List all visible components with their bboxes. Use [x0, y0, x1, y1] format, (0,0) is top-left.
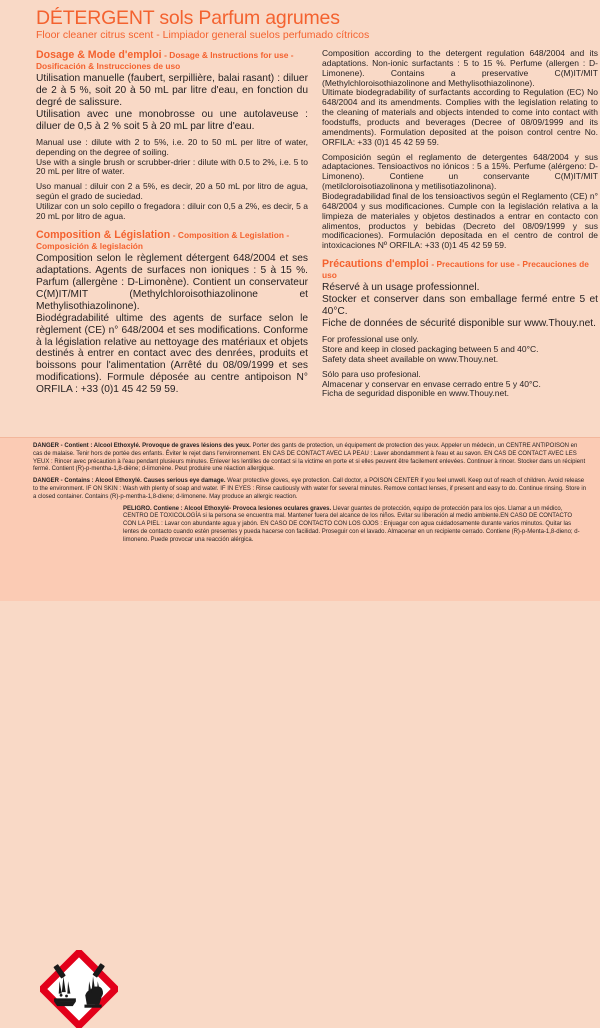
precautions-text-en: For professional use only. Store and keep in closed packaging between 5 and 40°C. Safety data sheet available on www.Thouy.net.	[322, 334, 539, 364]
composition-en-section	[322, 49, 598, 251]
danger-text-en	[33, 478, 587, 501]
danger-text-fr	[33, 443, 587, 474]
right-column	[322, 49, 598, 406]
danger-block-en	[33, 478, 587, 501]
composition-heading-es: Composición & legislación	[36, 241, 144, 252]
precautions-heading-es: Precauciones de uso	[322, 259, 589, 281]
composition-heading-en: - Composition & Legislation -	[172, 229, 290, 240]
product-subtitle: Floor cleaner citrus scent - Limpiador general suelos perfumado cítricos	[36, 29, 370, 42]
ghs-pictogram-wrap	[40, 950, 118, 1028]
precautions-heading-fr: Précautions d'emploi	[322, 258, 429, 271]
dosage-heading-en: - Dosage & Instructions for use -	[164, 50, 294, 61]
composition-section	[36, 229, 308, 396]
precautions-heading-en: - Precautions for use -	[431, 259, 520, 270]
composition-text-fr: Composition selon le règlement détergent 648/2004 et ses adaptations. Agents de surfaces non ioniques : 5 à 15 %. Parfum (allergène : D-Limonène). Contient un conservateur C(M)IT/MIT (Methylchloroisothiazolinone et Methylisothiazolinone). Biodégradabilité ultime des agents de surface selon le règlement (CE) n° 648/2004 et ses modifications. Conforme à la législation relative au nettoyage des matériaux et objets destinés à entrer en contact avec des denrées, produits et boissons pour l'alimentation (Arrêté du 08/09/1999 et ses modifications). Formule déposée au centre antipoison N° ORFILA : +33 (0)1 45 42 59 59.	[36, 252, 308, 396]
danger-panel	[0, 437, 600, 601]
dosage-text-es: Uso manual : diluir con 2 a 5%, es decir, 20 a 50 mL por litro de agua, según el grado de suciedad. Utilizar con un solo cepillo o fregadora : diluir con 0,5 a 2%, es decir, 5 a 20 mL por litro de agua.	[36, 181, 308, 221]
dosage-text-en: Manual use : dilute with 2 to 5%, i.e. 20 to 50 mL per litre of water, depending on the degree of soiling. Use with a single brush or scrubber-drier : dilute with 0.5 to 2%, i.e. 5 to 20 mL per litre of water.	[36, 136, 308, 177]
precautions-heading	[322, 258, 598, 281]
danger-inner	[0, 438, 600, 545]
ghs05-corrosion-icon	[40, 950, 118, 1028]
composition-text-es: Composición según el reglamento de detergentes 648/2004 y sus adaptaciones. Tensioactivos no iónicos : 5 a 15%. Perfume (alérgeno: D-Limoneno). Contiene un conservante C(M)IT/MIT (metilcloroisotiazolinona y metilisotiazolinona). Biodegradabilidad final de los tensioactivos según el Reglamento (CE) n° 648/2004 y sus modificaciones. Cumple con la legislación relativa a la limpieza de materiales y objetos destinados a entrar en contacto con alimentos, productos y bebidas (Decreto del 08/09/1999 y sus modificaciones). Formulación depositada en el centro de control de intoxicaciones Nº ORFILA: +33 (0)1 45 42 59 59.	[322, 151, 598, 251]
dosage-section	[36, 49, 308, 222]
left-column	[36, 49, 308, 406]
precautions-text-es: Sólo para uso profesional. Almacenar y conservar en envase cerrado entre 5 y 40°C. Ficha de seguridad disponible en www.Thouy.net.	[322, 368, 541, 399]
dosage-text-fr: Utilisation manuelle (faubert, serpillière, balai rasant) : diluer de 2 à 5 %, soit 20 à 50 mL par litre d'eau, en fonction du degré de salissure. Utilisation avec une monobrosse ou une autolaveuse : diluer de 0,5 à 2 % soit 5 à 20 mL par litre d'eau.	[36, 73, 308, 132]
danger-lead-es: PELIGRO. Contiene : Alcool Ethoxylé- Provoca lesiones oculares graves.	[123, 505, 332, 512]
composition-heading	[36, 229, 308, 252]
danger-lead-fr: DANGER - Contient : Alcool Ethoxylé. Provoque de graves lésions des yeux.	[33, 443, 251, 449]
composition-text-en: Composition according to the detergent regulation 648/2004 and its adaptations. Non-ionic surfactants : 5 to 15 %. Perfume (allergen : D-Limonene). Contains a preservative C(M)IT/MIT (Methylchloroisothiazolinone and Methylisothiazolinone). Ultimate biodegradability of surfactants according to Regulation (EC) No 648/2004 and its amendments. Complies with the legislation relating to the cleaning of materials and objects intended to come into contact with foodstuffs, products and beverages (Decree of 08/09/1999 and its amendments). Formulation deposited at the poison control centre No. ORFILA: +33 (0)1 45 42 59 59.	[322, 48, 598, 147]
danger-body-en: Wear protective gloves, eye protection. Call doctor, a POISON CENTER if you feel unwell. Keep out of reach of children. Avoid release to the environment. IF ON SKIN : Wash with plenty of soap and water. IF IN EYES : Rinse cautiously with water for several minutes. Remove contact lenses, if present and easy to do. Continue rinsing. Store in a closed container. Contains (R)-p-mentha-1,8-diene; d-limonene. May produce an allergic reaction.	[33, 478, 587, 500]
danger-lead-en: DANGER - Contains : Alcool Ethoxylé. Causes serious eye damage.	[33, 478, 226, 485]
danger-block-es	[33, 506, 587, 545]
label-columns	[0, 42, 600, 406]
precautions-section	[322, 258, 598, 399]
dosage-heading	[36, 49, 308, 72]
product-title: DÉTERGENT sols Parfum agrumes	[36, 7, 340, 29]
precautions-text-fr: Réservé à un usage professionnel. Stocker et conserver dans son emballage fermé entre 5 et 40°C. Fiche de données de sécurité disponible sur www.Thouy.net.	[322, 282, 598, 330]
danger-body-fr: Porter des gants de protection, un équipement de protection des yeux. Appeler un médecin, un CENTRE ANTIPOISON en cas de malaise. Tenir hors de portée des enfants. Éviter le rejet dans l'environnement. EN CAS DE CONTACT AVEC LA PEAU : Laver abondamment à l'eau et au savon. EN CAS DE CONTACT AVEC LES YEUX : Rincer avec précaution à l'eau pendant plusieurs minutes. Enlever les lentilles de contact si la victime en porte et si elles peuvent être facilement enlevées. Continuer à rincer. Stocker dans un récipient fermé. Contient (R)-p-mentha-1,8-diène; d-limonène. Peut produire une réaction allergique.	[33, 443, 586, 473]
danger-body-es: Llevar guantes de protección, equipo de protección para los ojos. Llamar a un médico, CENTRO DE TOXICOLOGÍA si la persona se encuentra mal. Mantener fuera del alcance de los niños. Evitar su liberación al medio ambiente.EN CASO DE CONTACTO CON LA PIEL : Lavar con abundante agua y jabón. EN CASO DE CONTACTO CON LOS OJOS : Enjuagar con agua cuidadosamente durante varios minutos. Quitar las lentes de contacto cuando estén presentes y pueda hacerse con facilidad. Proseguir con el lavado. Almacenar en un recipiente cerrado. Contiene (R)-p-Menta-1,8-dieno; d-limoneno. Puede provocar una reacción alérgica.	[123, 505, 580, 543]
composition-heading-fr: Composition & Législation	[36, 228, 171, 241]
dosage-heading-es: Dosificación & Instrucciones de uso	[36, 61, 181, 72]
danger-block-fr	[33, 443, 587, 474]
dosage-heading-fr: Dosage & Mode d'emploi	[36, 49, 162, 62]
danger-text-es	[123, 506, 587, 545]
